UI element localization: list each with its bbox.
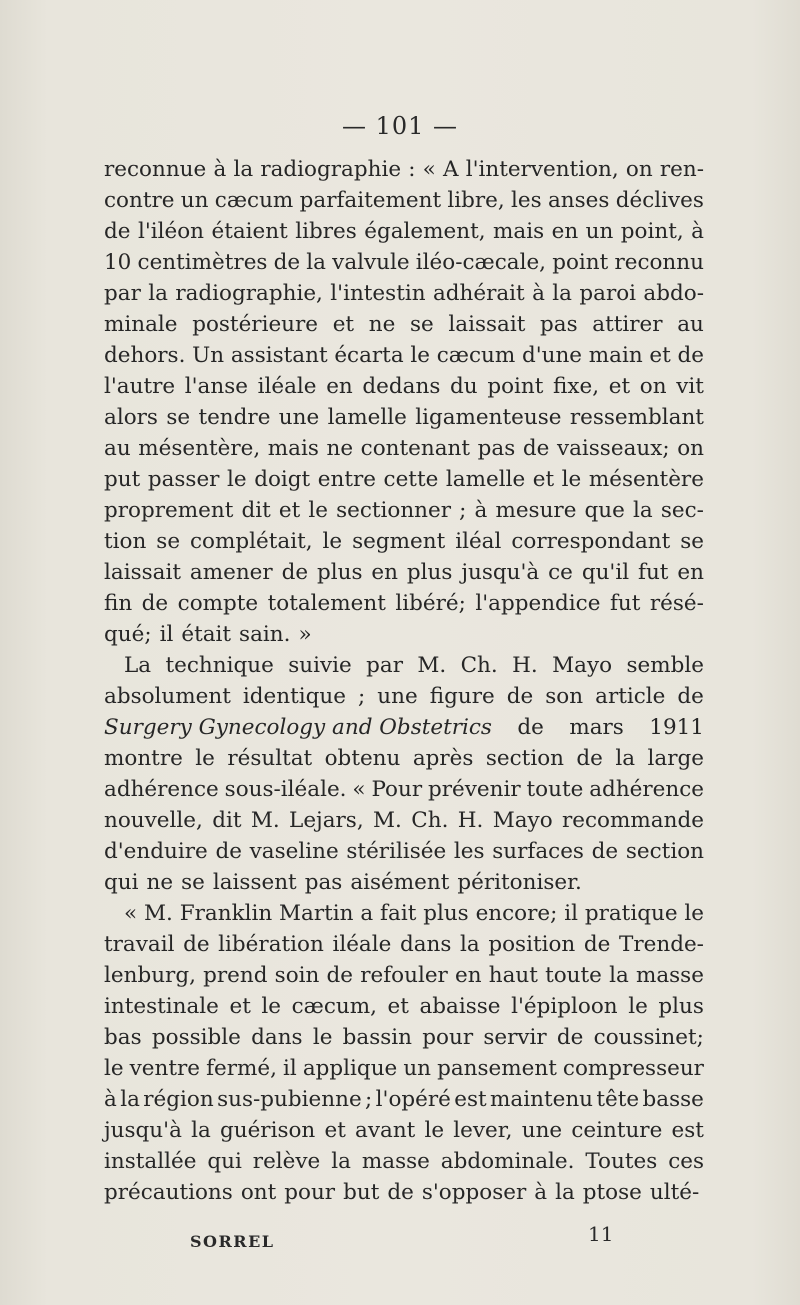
footer-signature-mark: 11 xyxy=(588,1222,614,1246)
text-line: de l'iléon étaient libres également, mais en un point, à xyxy=(104,219,704,244)
text-line: adhérence sous-iléale. « Pour prévenir toute adhérence xyxy=(104,777,704,802)
text-line: bas possible dans le bassin pour servir de coussinet; xyxy=(104,1025,704,1050)
text-line: l'autre l'anse iléale en dedans du point fixe, et on vit xyxy=(104,374,704,399)
text-line: montre le résultat obtenu après section de la large xyxy=(104,746,704,771)
footer-author: SORREL xyxy=(190,1232,275,1251)
text-line: à la région sus-pubienne ; l'opéré est maintenu tête basse xyxy=(104,1087,704,1112)
text-line: tion se complétait, le segment iléal correspondant se xyxy=(104,529,704,554)
text-line: dehors. Un assistant écarta le cæcum d'une main et de xyxy=(104,343,704,368)
text-line: La technique suivie par M. Ch. H. Mayo semble xyxy=(124,653,704,678)
text-line: alors se tendre une lamelle ligamenteuse ressemblant xyxy=(104,405,704,430)
text-line: put passer le doigt entre cette lamelle et le mésentère xyxy=(104,467,704,492)
text-line: qui ne se laissent pas aisément péritoniser. xyxy=(104,870,582,895)
text-line: le ventre fermé, il applique un pansement compresseur xyxy=(104,1056,704,1081)
text-line: nouvelle, dit M. Lejars, M. Ch. H. Mayo recommande xyxy=(104,808,704,833)
text-line: « M. Franklin Martin a fait plus encore; il pratique le xyxy=(124,901,704,926)
text-line: précautions ont pour but de s'opposer à la ptose ulté- xyxy=(104,1180,700,1205)
text-line: absolument identique ; une figure de son article de xyxy=(104,684,704,709)
text-line: proprement dit et le sectionner ; à mesure que la sec- xyxy=(104,498,704,523)
text-line: qué; il était sain. » xyxy=(104,622,312,647)
text-line: 10 centimètres de la valvule iléo-cæcale, point reconnu xyxy=(104,250,704,275)
text-line: au mésentère, mais ne contenant pas de vaisseaux; on xyxy=(104,436,704,461)
text-line: installée qui relève la masse abdominale. Toutes ces xyxy=(104,1149,704,1174)
body-text xyxy=(104,154,704,1208)
text-line: par la radiographie, l'intestin adhérait à la paroi abdo- xyxy=(104,281,704,306)
text-line: lenburg, prend soin de refouler en haut toute la masse xyxy=(104,963,704,988)
text-line: minale postérieure et ne se laissait pas attirer au xyxy=(104,312,704,337)
text-line: intestinale et le cæcum, et abaisse l'épiploon le plus xyxy=(104,994,704,1019)
text-line: contre un cæcum parfaitement libre, les anses déclives xyxy=(104,188,704,213)
page-number: — 101 — xyxy=(341,112,459,140)
text-line: laissait amener de plus en plus jusqu'à ce qu'il fut en xyxy=(104,560,704,585)
text-line: Surgery Gynecology and Obstetrics de mars 1911 xyxy=(104,715,704,740)
text-line: fin de compte totalement libéré; l'appendice fut résé- xyxy=(104,591,704,616)
text-line: jusqu'à la guérison et avant le lever, une ceinture est xyxy=(104,1118,704,1143)
text-line: d'enduire de vaseline stérilisée les surfaces de section xyxy=(104,839,704,864)
text-line: travail de libération iléale dans la position de Trende- xyxy=(104,932,704,957)
text-line: reconnue à la radiographie : « A l'intervention, on ren- xyxy=(104,157,704,182)
